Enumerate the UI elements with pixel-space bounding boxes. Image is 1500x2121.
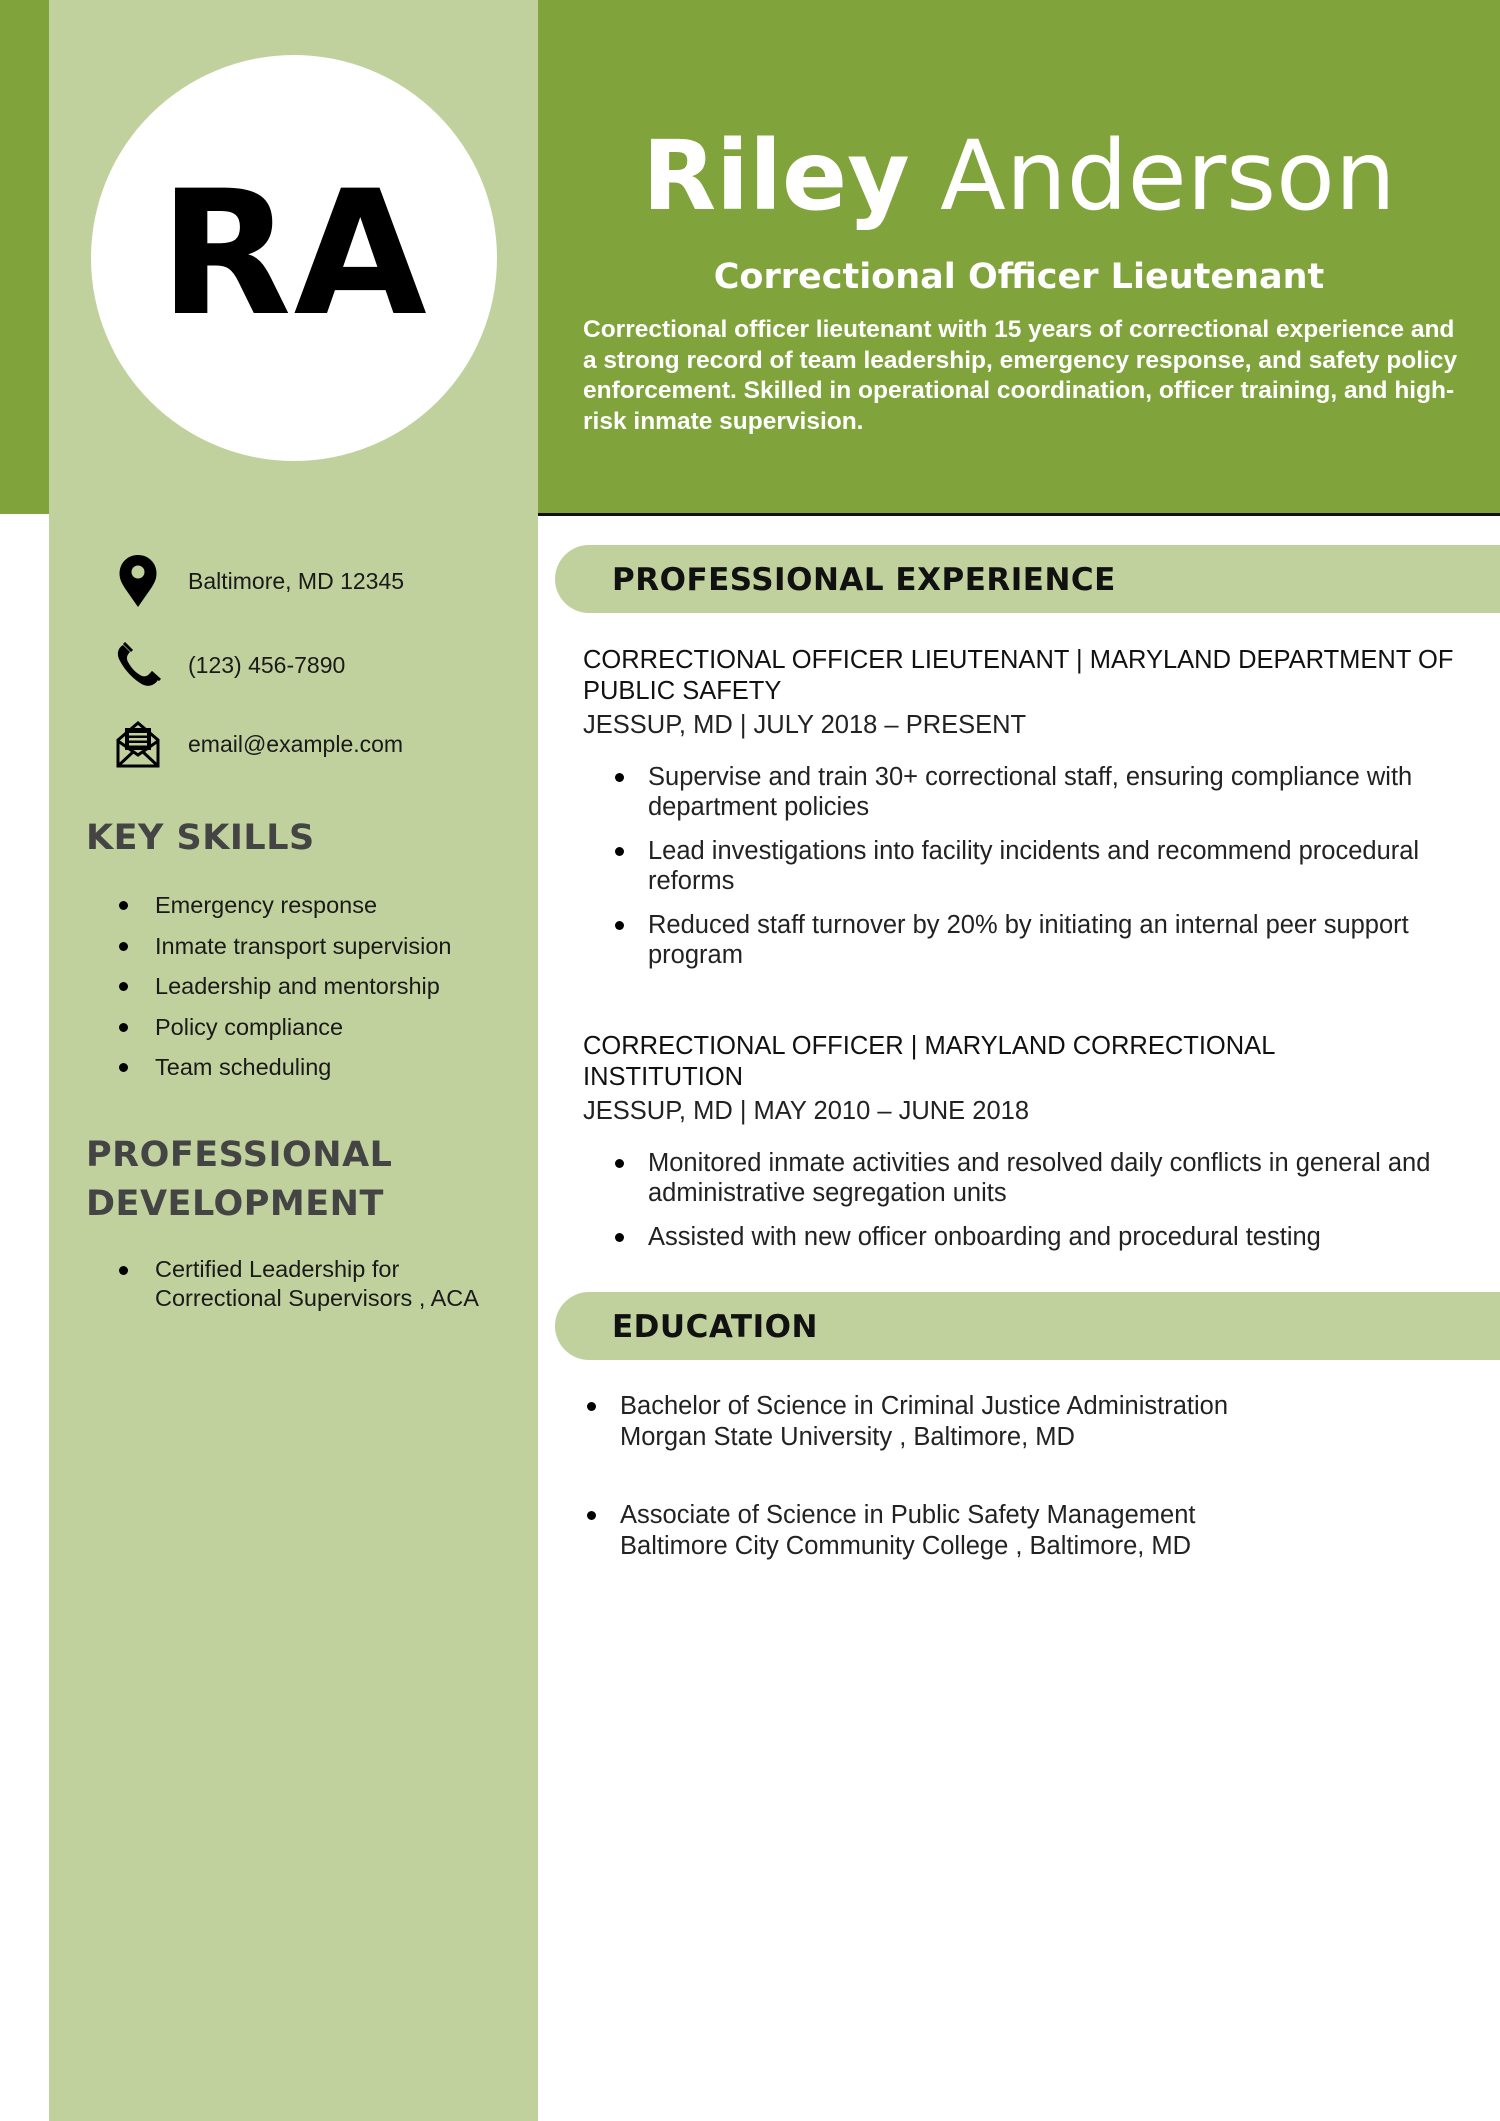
profile-summary: Correctional officer lieutenant with 15 years of correctional experience and a strong record of team leadership, emergency response, and safety policy enforcement. Skilled in operational coordination, officer training, and high-risk inmate supervision. (583, 316, 1458, 435)
phone-text: (123) 456-7890 (188, 651, 346, 678)
section-band-experience (555, 545, 1500, 613)
avatar-initials: RA (159, 153, 429, 354)
job-bullet: Supervise and train 30+ correctional staff, ensuring compliance with department policies (583, 762, 1473, 822)
professional-development-heading (86, 1131, 526, 1229)
experience-heading: PROFESSIONAL EXPERIENCE (612, 562, 1116, 598)
phone-icon (110, 637, 166, 693)
skill-item: Leadership and mentorship (110, 966, 530, 1007)
email-text: email@example.com (188, 730, 404, 757)
skill-item: Team scheduling (110, 1047, 530, 1088)
job-bullet: Lead investigations into facility incidents and recommend procedural reforms (583, 836, 1473, 896)
job-role: CORRECTIONAL OFFICER | MARYLAND CORRECTIONAL INSTITUTION (583, 1032, 1275, 1091)
location-text: Baltimore, MD 12345 (188, 567, 405, 594)
job-location-dates: JESSUP, MD | MAY 2010 – JUNE 2018 (583, 1097, 1030, 1125)
envelope-icon (110, 716, 166, 772)
job-location-dates: JESSUP, MD | JULY 2018 – PRESENT (583, 711, 1027, 739)
job-bullets (583, 762, 1473, 970)
education-item (583, 1500, 1473, 1562)
degree: Associate of Science in Public Safety Management (620, 1501, 1196, 1529)
candidate-title: Correctional Officer Lieutenant (713, 257, 1325, 297)
certification-item: Certified Leadership for Correctional Supervisors , ACA (110, 1255, 510, 1313)
job-bullets (583, 1148, 1473, 1252)
job-entry (583, 645, 1473, 984)
contact-phone (110, 637, 530, 693)
professional-development-list (110, 1255, 510, 1313)
skills-heading: KEY SKILLS (86, 818, 315, 858)
skill-item: Policy compliance (110, 1007, 530, 1048)
skills-list (110, 885, 530, 1088)
candidate-name (538, 118, 1500, 234)
header-divider (538, 513, 1500, 516)
avatar-initials-circle (91, 55, 497, 461)
education-list (583, 1391, 1473, 1609)
education-heading: EDUCATION (612, 1309, 818, 1345)
section-band-education (555, 1292, 1500, 1360)
education-item (583, 1391, 1473, 1453)
last-name: Anderson (940, 120, 1396, 232)
first-name: Riley (642, 120, 910, 232)
contact-email (110, 716, 530, 772)
map-pin-icon (110, 553, 166, 609)
job-bullet: Reduced staff turnover by 20% by initiating an internal peer support program (583, 910, 1473, 970)
degree: Bachelor of Science in Criminal Justice Administration (620, 1392, 1229, 1420)
skill-item: Inmate transport supervision (110, 926, 530, 967)
job-role: CORRECTIONAL OFFICER LIEUTENANT | MARYLAND DEPARTMENT OF PUBLIC SAFETY (583, 646, 1454, 705)
school: Morgan State University , Baltimore, MD (620, 1423, 1075, 1451)
heading-line: PROFESSIONAL (86, 1135, 393, 1175)
contact-location (110, 553, 530, 609)
heading-line: DEVELOPMENT (86, 1184, 384, 1224)
job-bullet: Assisted with new officer onboarding and procedural testing (583, 1222, 1473, 1252)
school: Baltimore City Community College , Baltimore, MD (620, 1532, 1192, 1560)
skill-item: Emergency response (110, 885, 530, 926)
accent-strip-left (0, 0, 49, 514)
job-bullet: Monitored inmate activities and resolved daily conflicts in general and administrative segregation units (583, 1148, 1473, 1208)
job-entry (583, 1031, 1473, 1266)
